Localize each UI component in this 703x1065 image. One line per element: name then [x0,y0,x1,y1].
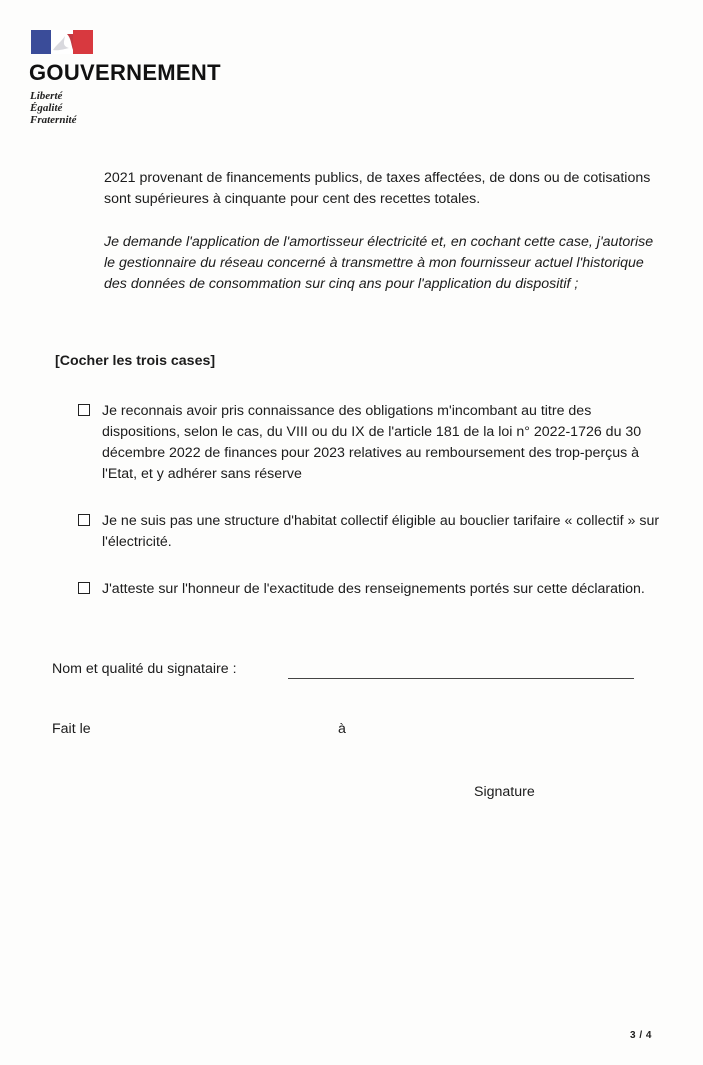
paragraph-amortisseur: Je demande l'application de l'amortisseur électricité et, en cochant cette case, j'autorise le gestionnaire du réseau concerné à transmettre à mon fournisseur actuel l'historique des données de consommation sur cinq ans pour l'application du dispositif ; [104,234,654,292]
checkbox-habitat[interactable] [78,514,90,526]
checkbox-label-obligations: Je reconnais avoir pris connaissance des obligations m'incombant au titre des dispositions, selon le cas, du VIII ou du IX de l'article 181 de la loi n° 2022-1726 du 30 décembre 2022 de finances pour 2023 relatives au remboursement des trop-perçus à l'Etat, et y adhérer sans réserve [102,403,642,482]
page-number: 3 / 4 [630,1030,652,1041]
checkbox-label-habitat: Je ne suis pas une structure d'habitat collectif éligible au bouclier tarifaire « collectif » sur l'électricité. [102,513,660,550]
government-wordmark: GOUVERNEMENT [29,60,221,85]
marianne-flag-logo [31,30,93,54]
place-label: à [338,721,346,737]
republic-motto [30,90,76,126]
date-label: Fait le [52,721,91,737]
paragraph-funding: 2021 provenant de financements publics, de taxes affectées, de dons ou de cotisations sont supérieures à cinquante pour cent des recettes totales. [104,170,651,207]
motto-egalite: Égalité [30,102,63,114]
signature-label: Signature [474,784,535,800]
motto-liberte: Liberté [30,90,63,102]
checkbox-attestation[interactable] [78,582,90,594]
signatory-name-field[interactable] [288,678,634,679]
motto-fraternite: Fraternité [30,114,77,126]
checkbox-instructions-heading: [Cocher les trois cases] [55,353,216,369]
signatory-name-label: Nom et qualité du signataire : [52,661,237,677]
checkbox-label-attestation: J'atteste sur l'honneur de l'exactitude des renseignements portés sur cette déclaration. [102,581,645,597]
checkbox-obligations[interactable] [78,404,90,416]
